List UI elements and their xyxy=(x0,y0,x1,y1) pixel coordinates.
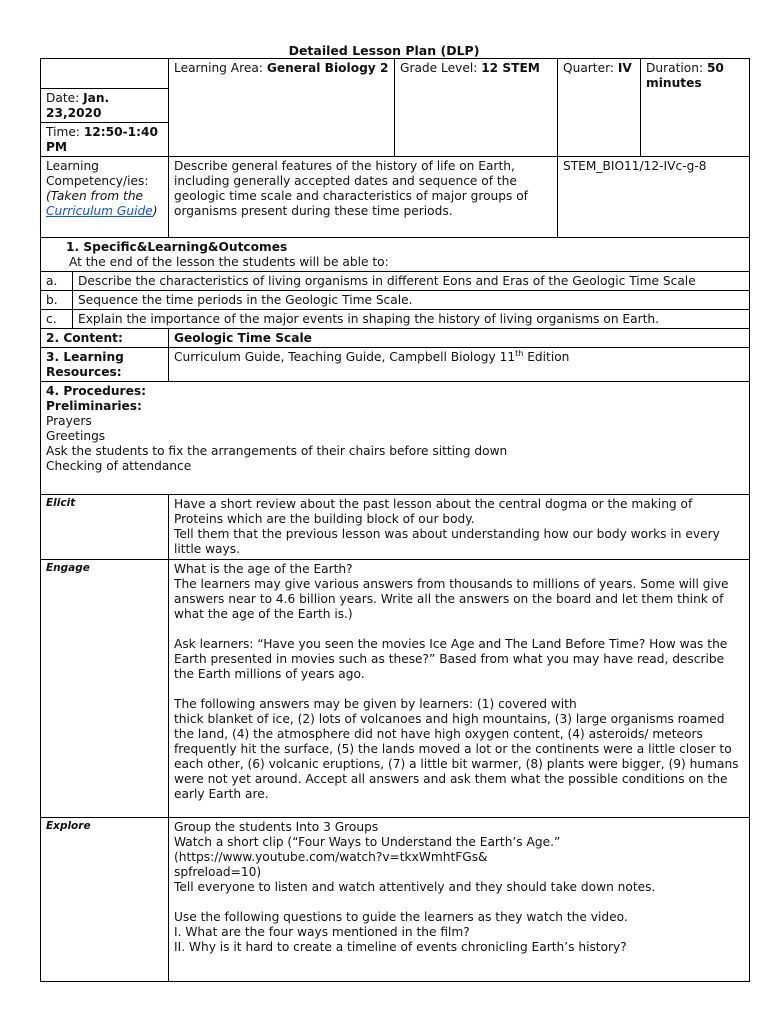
preliminary-item: Greetings xyxy=(46,429,106,443)
outcome-item-c: Explain the importance of the major events in shaping the history of living organisms on Earth. xyxy=(73,310,750,329)
elicit-label-cell xyxy=(41,495,169,560)
engage-text-cell: What is the age of the Earth? The learners may give various answers from thousands to millions of years. Some will give answers near to 4.6 billion years. Write all the answers on the board and let them think of what the age of the Earth is.) Ask learners: “Have you seen the movies Ice Age and The Land Before Time? How was the Earth presented in movies such as these?” Based from what you may have read, describe the Earth millions of years ago. The following answers may be given by learners: (1) covered with thick blanket of ice, (2) lots of volcanoes and high mountains, (3) large organisms roamed the land, (4) the atmosphere did not have high oxygen content, (4) asteroids/ meteors frequently hit the surface, (5) the lands moved a lot or the continents were a little closer to each other, (6) volcanic eruptions, (7) a little bit warmer, (8) plants were bigger, (9) humans were not yet around. Accept all answers and ask them what the possible conditions on the early Earth are. xyxy=(169,560,750,818)
outcome-letter-b: b. xyxy=(41,291,73,310)
duration-value: 50 minutes xyxy=(646,61,724,90)
curriculum-guide-link[interactable]: Curriculum Guide xyxy=(46,204,153,218)
competency-code-cell: STEM_BIO11/12-IVc-g-8 xyxy=(558,157,750,238)
outcomes-intro: At the end of the lesson the students will be able to: xyxy=(69,255,389,269)
content-value: Geologic Time Scale xyxy=(169,329,750,348)
learning-area-cell: Learning Area: General Biology 2 xyxy=(169,59,395,157)
preliminary-item: Checking of attendance xyxy=(46,459,192,473)
learning-area-value: General Biology 2 xyxy=(266,61,389,75)
explore-text-cell: Group the students Into 3 Groups Watch a short clip (“Four Ways to Understand the Earth’s Age.” (https://www.youtube.com/watch?v=tkxWmhtFGs& spfreload=10) Tell everyone to listen and watch attentively and they should take down notes. Use the following questions to guide the learners as they watch the video. I. What are the four ways mentioned in the film? II. Why is it hard to create a timeline of events chronicling Earth’s history? xyxy=(169,818,750,982)
explore-label: Explore xyxy=(46,820,91,832)
document-title: Detailed Lesson Plan (DLP) xyxy=(288,43,480,58)
engage-label: Engage xyxy=(46,562,90,574)
date-value: Jan. 23,2020 xyxy=(46,91,110,120)
procedures-heading: 4. Procedures: xyxy=(46,384,146,398)
resources-value-cell: Curriculum Guide, Teaching Guide, Campbell Biology 11th Edition xyxy=(169,348,750,382)
outcome-item-b: Sequence the time periods in the Geologic Time Scale. xyxy=(73,291,750,310)
header-blank-cell xyxy=(41,59,169,89)
outcome-item-a: Describe the characteristics of living organisms in different Eons and Eras of the Geologic Time Scale xyxy=(73,272,750,291)
engage-label-cell xyxy=(41,560,169,818)
quarter-value: IV xyxy=(617,61,632,75)
time-cell: Time: 12:50-1:40 PM xyxy=(41,123,169,157)
resources-label: 3. Learning Resources: xyxy=(41,348,169,382)
preliminary-item: Prayers xyxy=(46,414,92,428)
elicit-text-cell: Have a short review about the past lesson about the central dogma or the making of Proteins which are the building block of our body. Tell them that the previous lesson was about understanding how our body works in every little ways. xyxy=(169,495,750,560)
preliminaries-heading: Preliminaries: xyxy=(46,399,142,413)
grade-level-cell: Grade Level: 12 STEM xyxy=(395,59,558,157)
lesson-plan-table xyxy=(40,58,750,982)
duration-cell: Duration: 50 minutes xyxy=(641,59,750,157)
grade-level-value: 12 STEM xyxy=(481,61,540,75)
competency-label-cell: Learning Competency/ies: (Taken from the Curriculum Guide) xyxy=(41,157,169,238)
explore-label-cell xyxy=(41,818,169,982)
date-cell: Date: Jan. 23,2020 xyxy=(41,89,169,123)
outcomes-heading: 1. Specific&Learning&Outcomes xyxy=(66,240,288,254)
time-value: 12:50-1:40 PM xyxy=(46,125,158,154)
competency-label: Learning Competency/ies: xyxy=(46,159,149,188)
preliminary-item: Ask the students to fix the arrangements of their chairs before sitting down xyxy=(46,444,508,458)
outcome-letter-a: a. xyxy=(41,272,73,291)
procedures-cell xyxy=(41,382,750,495)
outcome-letter-c: c. xyxy=(41,310,73,329)
content-label: 2. Content: xyxy=(41,329,169,348)
outcomes-heading-cell xyxy=(41,238,750,272)
quarter-cell: Quarter: IV xyxy=(558,59,641,157)
competency-text-cell: Describe general features of the history of life on Earth, including generally accepted dates and sequence of the geologic time scale and characteristics of major groups of organisms present during these time periods. xyxy=(169,157,558,238)
elicit-label: Elicit xyxy=(46,497,76,509)
